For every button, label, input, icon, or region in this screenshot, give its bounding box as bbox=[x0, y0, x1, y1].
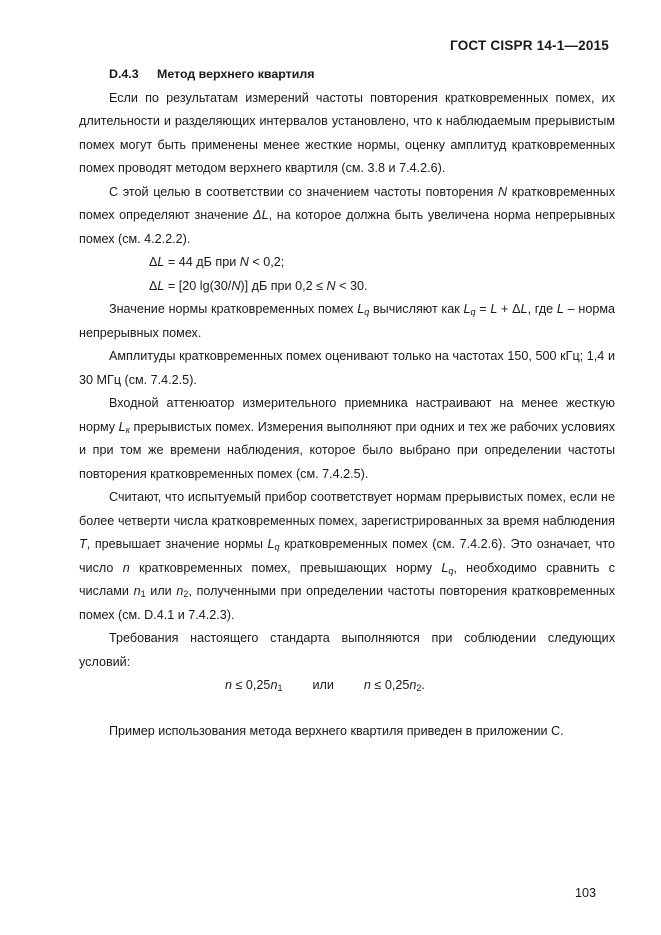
section-title: Метод верхнего квартиля bbox=[157, 67, 315, 81]
paragraph-purpose: С этой целью в соответствии со значением частоты повторения N кратковременных помех определяют значение ΔL, на которое должна быть увеличена норма непрерывных помех (см. 4.2.2.2). bbox=[79, 184, 615, 246]
formula-delta-low: ΔL = 44 дБ при N < 0,2; bbox=[149, 255, 285, 269]
paragraph-conditions: Требования настоящего стандарта выполняются при соблюдении следующих условий: bbox=[79, 631, 615, 669]
formula-delta-high: ΔL = [20 lg(30/N)] дБ при 0,2 ≤ N < 30. bbox=[149, 278, 368, 293]
section-number: D.4.3 bbox=[109, 67, 139, 81]
section-heading bbox=[79, 63, 615, 87]
paragraph-limit-value: Значение нормы кратковременных помех $L_q$ вычисляют как $L_q = L + \Delta L$, где L – норма непрерывных помех. bbox=[79, 302, 615, 340]
paragraph-example: Пример использования метода верхнего квартиля приведен в приложении С. bbox=[109, 723, 564, 738]
page-number: 103 bbox=[575, 886, 597, 900]
paragraph-frequencies: Амплитуды кратковременных помех оценивают только на частотах 150, 500 кГц; 1,4 и 30 МГц (см. 7.4.2.5). bbox=[79, 349, 615, 387]
document-body bbox=[79, 63, 615, 743]
paragraph-intro: Если по результатам измерений частоты повторения кратковременных помех, их длительности и разделяющих интервалов установлено, что к наблюдаемым прерывистым помех могут быть применены менее жесткие нормы, оценку амплитуд кратковременных помех проводят методом верхнего квартиля (см. 3.8 и 7.4.2.6). bbox=[79, 90, 615, 175]
paragraph-attenuator: Входной аттенюатор измерительного приемника настраивают на менее жесткую норму $L_к$ прерывистых помех. Измерения выполняют при одних и тех же рабочих условиях и при том же времени наблюдения, которое было выбрано при определении частоты повторения кратковременных помех (см. 7.4.2.5). bbox=[79, 396, 616, 481]
paragraph-compliance: Считают, что испытуемый прибор соответствует нормам прерывистых помех, если не более четверти числа кратковременных помех, зарегистрированных за время наблюдения T, превышает значение нормы $L_q$ кратковременных помех (см. 7.4.2.6). Это означает, что число n кратковременных помех, превышающих норму $L_q$, необходимо сравнить с числами $n_1$ или $n_2$, полученными при определении частоты повторения кратковременных помех (см. D.4.1 и 7.4.2.3). bbox=[79, 490, 616, 622]
standard-header: ГОСТ CISPR 14-1—2015 bbox=[450, 38, 609, 53]
formula-conditions: $n \le 0,25n_1$ или $n \le 0,25n_2$. bbox=[225, 678, 425, 693]
